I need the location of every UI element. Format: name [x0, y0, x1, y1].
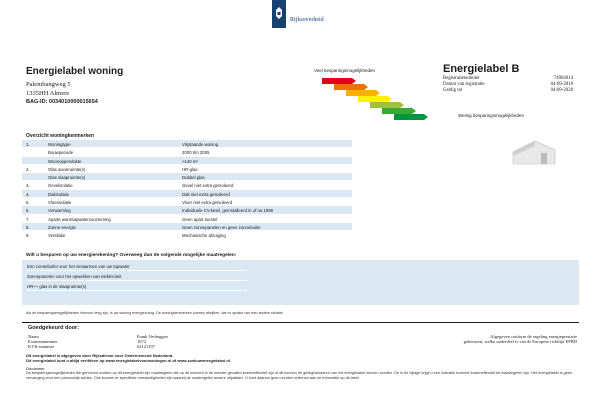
- row-label: Woonoppervlakte: [48, 158, 82, 164]
- table-row: [22, 148, 352, 156]
- disclaimer-text: De besparingsmogelijkheden die genoemd worden op dit energielabel zijn maatregelen die op dit moment in de meeste gevallen kosteneffectief zijn of dit kunnen de geldigheidsduur van het energielabel kunnen worden. De in de bijlage krijgt u een indicatie hoeveel kosteneffectief de maatregelen zijn. Het energielabel is geen vervanging voor een persoonlijk advies. Ook kunnen er specifieke omstandigheden zijn waarbij de maatregelen anders uitpakken. U kunt daarom geen rechten ontlenen aan de informatie op dit label.: [26, 371, 573, 380]
- crest-icon: [274, 6, 284, 20]
- gov-name: Rijksoverheid: [290, 17, 324, 23]
- table-row: [22, 165, 352, 173]
- savings-note: Als de besparingsmogelijkheden hiervoor leeg zijn, is uw woning energiezuinig. De woningkenmerken kunnen afwijken, dan is sprake van een andere situatie.: [26, 311, 284, 315]
- row-number: 3.: [26, 183, 30, 189]
- table-row: [22, 173, 352, 181]
- table-row: [22, 215, 352, 223]
- row-value: Dubbel glas: [182, 175, 205, 181]
- table-row: [22, 157, 352, 165]
- footer-verify: Dit energielabel kunt u altijd verifiëren op www.energielabelvoorwoningen.nl of www.zoekuwenergielabel.nl.: [26, 358, 232, 363]
- table-row: [22, 206, 352, 214]
- table-row: [22, 140, 352, 148]
- kvk-number-label: KVK-nummer: [28, 344, 55, 349]
- disclaimer-title: Disclaimer: [26, 366, 45, 371]
- table-row: [22, 198, 352, 206]
- approval-section: [22, 322, 579, 348]
- label-class-band: [382, 108, 416, 114]
- label-class-band: [322, 78, 356, 84]
- label-bottom-text: Weinig besparingsmogelijkheden: [458, 113, 524, 118]
- table-row: [22, 181, 352, 189]
- document-title: Energielabel woning: [26, 66, 124, 77]
- row-label: Woningtype: [48, 142, 71, 147]
- bag-id: BAG-ID: 0034010000015654: [26, 99, 98, 105]
- energy-label-title: Energielabel B: [443, 63, 520, 75]
- savings-item: Een zonneboiler voor het verwarmen van uw tapwater: [27, 264, 247, 271]
- label-class-band: [346, 90, 380, 96]
- row-value: Vloer niet extra geïsoleerd: [182, 200, 233, 206]
- table-row: [22, 223, 352, 231]
- exam-number: 1672: [137, 339, 146, 344]
- footer-issuer: Dit energielabel is afgegeven door Rijksdienst voor Ondernemend Nederland.: [26, 353, 174, 358]
- row-label: Zonne-energie: [48, 224, 76, 230]
- row-label: Vloerisolatie: [48, 200, 72, 206]
- label-class-band: [358, 96, 392, 102]
- address-street: Palembangweg 5: [26, 81, 71, 88]
- address-city: 1335HH Almere: [26, 90, 70, 97]
- approver-name: Frank Verheggen: [137, 334, 168, 339]
- exam-number-label: Examennummer: [28, 339, 58, 344]
- row-number: 9.: [26, 233, 30, 239]
- table-row: [22, 190, 352, 198]
- savings-question: Wilt u besparen op uw energierekening? Overweeg dan de volgende mogelijke maatregelen:: [26, 253, 237, 258]
- row-number: 5.: [26, 200, 30, 206]
- row-label: Aparte warmtapwatervoorziening: [48, 216, 111, 222]
- label-class-band: [394, 114, 428, 120]
- row-value: Gevel niet extra geïsoleerd: [182, 183, 234, 189]
- row-value: >140 m²: [182, 158, 198, 164]
- house-icon: [505, 138, 565, 166]
- energy-label-scale: [300, 74, 440, 124]
- row-value: Dak niet extra geïsoleerd: [182, 191, 230, 197]
- row-label: Glas woonruimte(s): [48, 166, 86, 172]
- row-number: 8.: [26, 224, 30, 230]
- table-row: [22, 231, 352, 239]
- label-class-band: [334, 84, 368, 90]
- row-value: Mechanische afzuiging: [182, 233, 226, 239]
- approval-title: Goedgekeurd door:: [28, 325, 80, 331]
- row-value: Geen apart toestel: [182, 216, 218, 222]
- row-number: 6.: [26, 208, 30, 214]
- row-label: Glas slaapruimte(s): [48, 175, 86, 181]
- row-number: 1.: [26, 142, 30, 147]
- savings-item: HR++ glas in de slaapruimte(s): [27, 284, 247, 291]
- row-value: Geen zonnepanelen en geen zonneboiler: [182, 224, 261, 230]
- kvk-number: 62121197: [137, 344, 155, 349]
- conformity-statement: Afgegeven conform de regeling energieprestatie gebouwen, welke onderdeel is van de Europese richtlijn EPBD: [463, 334, 577, 344]
- row-value: Individuele CV-ketel, geïnstalleerd in of na 1998: [182, 208, 274, 214]
- row-value: Vrijstaande woning: [182, 142, 219, 147]
- row-label: Gevelisolatie: [48, 183, 73, 189]
- label-class-band: [370, 102, 404, 108]
- row-value: HR-glas: [182, 166, 198, 172]
- label-top-text: Veel besparingsmogelijkheden: [314, 68, 376, 73]
- characteristics-table: [22, 140, 352, 240]
- government-logo: [272, 0, 286, 28]
- savings-item: Zonnepanelen voor het opwekken van elektriciteit: [27, 274, 247, 281]
- row-number: 2.: [26, 166, 30, 172]
- overview-title: Overzicht woningkenmerken: [26, 133, 95, 139]
- savings-box: [22, 260, 579, 305]
- row-label: Ventilatie: [48, 233, 66, 239]
- row-value: 2000 t/m 2005: [182, 150, 210, 156]
- approver-name-label: Naam: [28, 334, 39, 339]
- row-label: Verwarming: [48, 208, 71, 214]
- row-label: Bouwperiode: [48, 150, 74, 156]
- row-label: Dakisolatie: [48, 191, 70, 197]
- row-number: 7.: [26, 216, 30, 222]
- row-number: 4.: [26, 191, 30, 197]
